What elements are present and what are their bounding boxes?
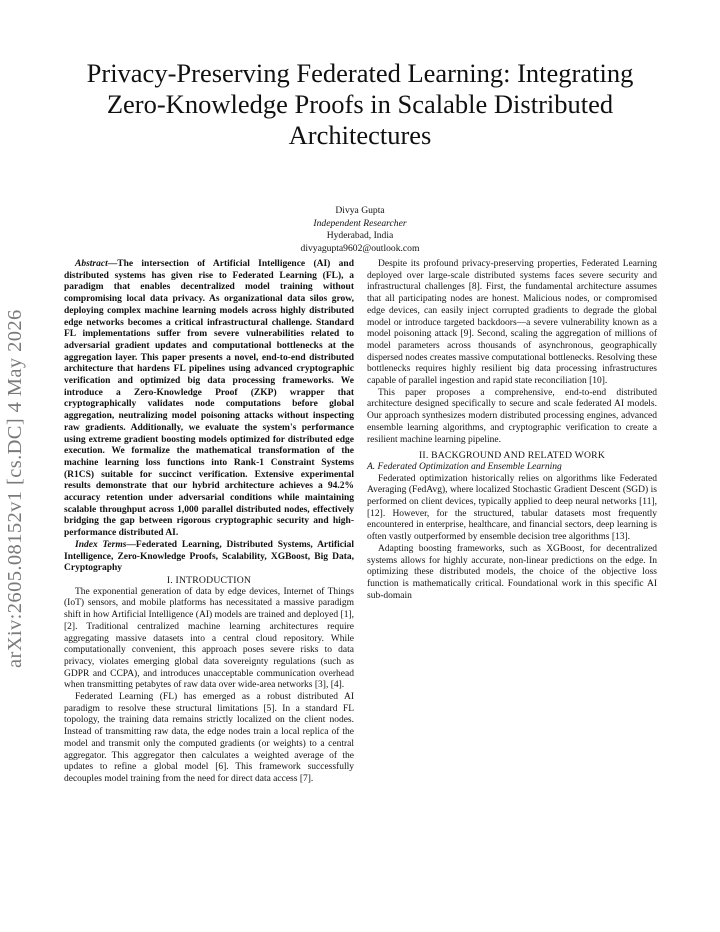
- abstract-text: —The intersection of Artificial Intelligence (AI) and distributed systems has given rise to Federated Learning (FL), a paradigm that enables decentralized model training without compromising local data privacy. As organizational data silos grow, deploying complex machine learning models across highly distributed edge networks becomes a critical infrastructural challenge. Standard FL implementations suffer from severe vulnerabilities related to adversarial gradient updates and computational bottlenecks at the aggregation layer. This paper presents a novel, end-to-end distributed architecture that hardens FL pipelines using advanced cryptographic verification and optimized big data processing frameworks. We introduce a Zero-Knowledge Proof (ZKP) wrapper that cryptographically validates node computations before global aggregation, neutralizing model poisoning attacks without inspecting raw gradients. Additionally, we evaluate the system's performance using extreme gradient boosting models optimized for distributed edge execution. We formalize the mathematical transformation of the machine learning loss functions into Rank-1 Constraint Systems (R1CS) suitable for succinct verification. Extensive experimental results demonstrate that our hybrid architecture achieves a 94.2% accuracy retention under adversarial conditions while maintaining scalable throughput across 1,000 parallel distributed nodes, effectively bridging the gap between rigorous cryptographic security and high-performance distributed AI.: [64, 259, 354, 539]
- abstract-label: Abstract: [75, 259, 108, 269]
- author-location: Hyderabad, India: [326, 230, 394, 242]
- author-block: [230, 205, 490, 255]
- section-heading-introduction: I. INTRODUCTION: [166, 574, 252, 586]
- intro-paragraph-4: This paper proposes a comprehensive, end-to-end distributed architecture designed specifically to secure and scale federated AI models. Our approach synthesizes modern distributed processing engines, advanced ensemble learning algorithms, and cryptographic verification to create a resilient machine learning pipeline.: [367, 387, 657, 445]
- arxiv-side-label: arXiv:2605.08152v1 [cs.DC] 4 May 2026: [4, 309, 26, 668]
- background-paragraph-2: Adapting boosting frameworks, such as XGBoost, for decentralized systems allows for highly accurate, non-linear predictions on the edge. In optimizing these distributed models, the choice of the objective loss function is mathematically critical. Foundational work in this specific AI sub-domain: [367, 543, 657, 601]
- section-heading-background: II. BACKGROUND AND RELATED WORK: [418, 450, 606, 462]
- paper-title: Privacy-Preserving Federated Learning: Integrating Zero-Knowledge Proofs in Scalable Distributed Architectures: [86, 58, 634, 150]
- background-paragraph-1: Federated optimization historically relies on algorithms like Federated Averaging (FedAvg), where localized Stochastic Gradient Descent (SGD) is performed on client devices, typically applied to deep neural networks [11], [12]. However, for the structured, tabular datasets most frequently encountered in enterprise, healthcare, and financial sectors, deep learning is often vastly outperformed by ensemble decision tree algorithms [13].: [367, 473, 657, 543]
- abstract: [64, 259, 354, 540]
- index-terms-text: —Federated Learning, Distributed Systems, Artificial Intelligence, Zero-Knowledge Proofs, Scalability, XGBoost, Big Data, Cryptography: [64, 539, 354, 574]
- subsection-heading-a: A. Federated Optimization and Ensemble Learning: [367, 461, 562, 472]
- author-email: divyagupta9602@outlook.com: [300, 242, 420, 254]
- index-terms-label: Index Terms: [75, 539, 127, 550]
- left-column: [64, 259, 354, 786]
- index-terms: [64, 540, 354, 575]
- intro-paragraph-1: The exponential generation of data by edge devices, Internet of Things (IoT) sensors, and mobile platforms has necessitated a massive paradigm shift in how Artificial Intelligence (AI) models are trained and deployed [1], [2]. Traditional centralized machine learning architectures require aggregating massive datasets into a central cloud repository. While computationally convenient, this approach poses severe risks to data privacy, violates emerging global data sovereignty regulations (such as GDPR and CCPA), and introduces unacceptable communication overhead when transmitting petabytes of raw data over wide-area networks [3], [4].: [64, 586, 354, 691]
- intro-paragraph-2: Federated Learning (FL) has emerged as a robust distributed AI paradigm to resolve these structural limitations [5]. In a standard FL topology, the training data remains strictly localized on the client nodes. Instead of transmitting raw data, the edge nodes train a local replica of the model and transmit only the computed gradients (or weights) to a central aggregator. This aggregator then calculates a weighted average of the updates to refine a global model [6]. This framework successfully decouples model training from the need for direct data access [7].: [64, 692, 354, 784]
- author-affiliation: Independent Researcher: [313, 217, 407, 229]
- author-name: Divya Gupta: [335, 205, 385, 216]
- intro-paragraph-3: Despite its profound privacy-preserving properties, Federated Learning deployed over large-scale distributed systems faces severe security and infrastructural challenges [8]. First, the fundamental architecture assumes that all participating nodes are honest. Malicious nodes, or compromised edge devices, can easily inject corrupted gradients to degrade the global model or introduce targeted backdoors—a severe vulnerability known as a model poisoning attack [9]. Second, scaling the aggregation of millions of model parameters across thousands of asynchronous, geographically dispersed nodes creates massive computational bottlenecks. Resolving these bottlenecks requires highly resilient big data processing infrastructures capable of parallel ingestion and rapid state reconciliation [10].: [367, 259, 657, 387]
- right-column: [367, 259, 657, 602]
